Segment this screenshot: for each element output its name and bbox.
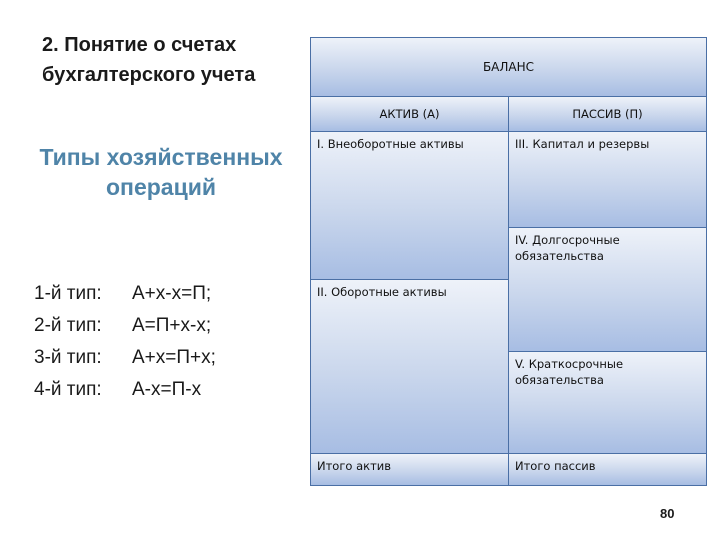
total-liabilities-label: Итого пассив [515, 459, 596, 473]
operation-type-label: 2-й тип: [34, 315, 102, 336]
slide-subtitle: Типы хозяйственных операций [39, 144, 283, 200]
operation-type-1 [34, 278, 216, 310]
asset-section-noncurrent [311, 132, 509, 280]
liability-section-shortterm [509, 352, 707, 454]
balance-title: БАЛАНС [482, 60, 535, 74]
page-number: 80 [660, 506, 675, 521]
liability-section-longterm [509, 228, 707, 352]
liability-section-equity [509, 132, 707, 228]
section-5-label: V. Краткосрочные обязательства [515, 357, 624, 387]
operation-type-formula: А-х=П-х [132, 379, 202, 400]
section-2-label: II. Оборотные активы [317, 285, 447, 299]
operation-type-formula: А=П+х-х; [132, 315, 212, 336]
balance-table [310, 37, 707, 486]
slide-title: 2. Понятие о счетах бухгалтерского учета [42, 34, 256, 86]
total-assets-label: Итого актив [317, 459, 392, 473]
asset-header-cell [311, 97, 509, 132]
operation-type-formula: А+х=П+х; [132, 347, 216, 368]
liability-header-cell [509, 97, 707, 132]
total-liabilities-cell [509, 454, 707, 486]
total-assets-cell [311, 454, 509, 486]
operation-type-formula: А+х-х=П; [132, 283, 212, 304]
section-3-label: III. Капитал и резервы [515, 137, 650, 151]
operation-types-list [34, 278, 216, 406]
section-1-label: I. Внеоборотные активы [317, 137, 464, 151]
operation-type-label: 4-й тип: [34, 379, 102, 400]
operation-type-label: 1-й тип: [34, 283, 102, 304]
operation-type-4 [34, 374, 216, 406]
operation-type-2 [34, 310, 216, 342]
asset-section-current [311, 280, 509, 454]
balance-title-cell [311, 38, 707, 97]
section-4-label: IV. Долгосрочные обязательства [515, 233, 620, 263]
liability-header: ПАССИВ (П) [572, 107, 643, 121]
operation-type-label: 3-й тип: [34, 347, 102, 368]
operation-type-3 [34, 342, 216, 374]
asset-header: АКТИВ (А) [379, 107, 440, 121]
